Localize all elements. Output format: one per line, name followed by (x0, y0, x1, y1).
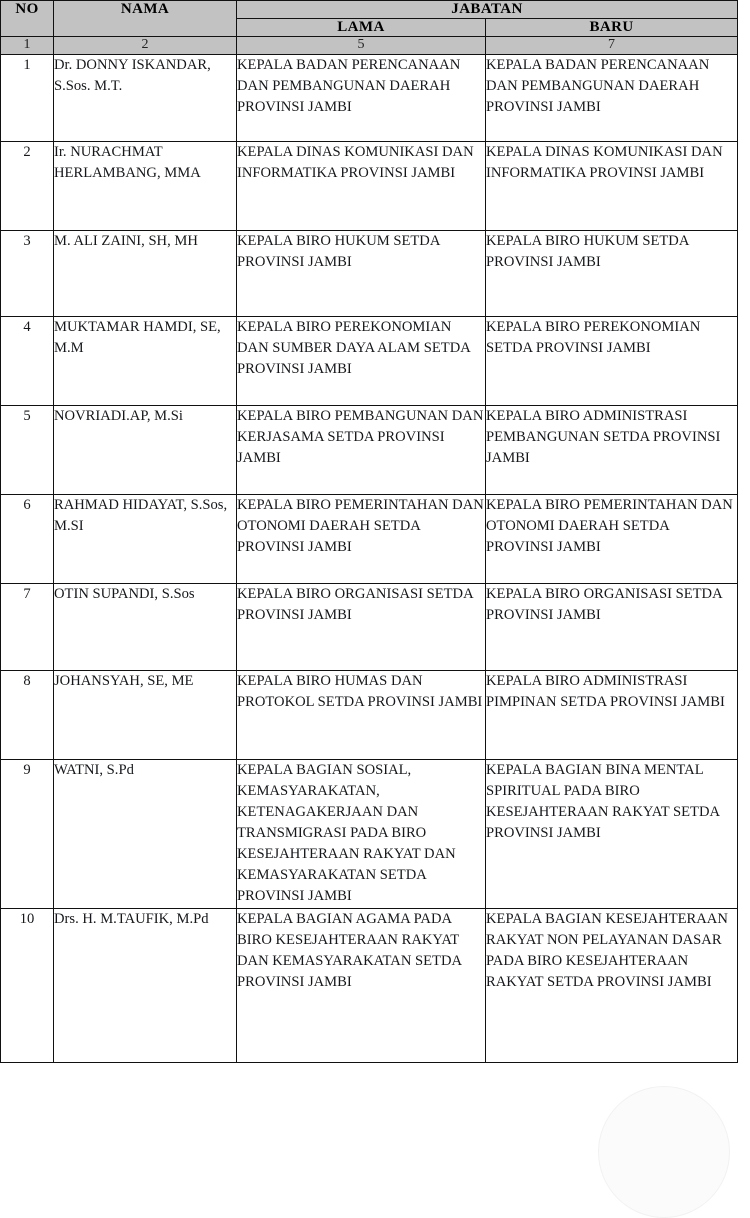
table-body (1, 55, 738, 1063)
row-number: 9 (1, 760, 54, 909)
row-position-baru: KEPALA BIRO ADMINISTRASI PIMPINAN SETDA PROVINSI JAMBI (486, 671, 738, 760)
row-name: JOHANSYAH, SE, ME (54, 671, 237, 760)
row-position-lama: KEPALA BIRO PEMBANGUNAN DAN KERJASAMA SETDA PROVINSI JAMBI (237, 406, 486, 495)
row-number: 2 (1, 142, 54, 231)
row-position-baru: KEPALA BIRO PEMERINTAHAN DAN OTONOMI DAERAH SETDA PROVINSI JAMBI (486, 495, 738, 584)
header-row-primary (1, 1, 738, 19)
row-number: 4 (1, 317, 54, 406)
table-row (1, 142, 738, 231)
row-number: 8 (1, 671, 54, 760)
row-position-baru: KEPALA BAGIAN BINA MENTAL SPIRITUAL PADA BIRO KESEJAHTERAAN RAKYAT SETDA PROVINSI JAMBI (486, 760, 738, 909)
column-number-lama: 5 (237, 37, 486, 55)
table-row (1, 231, 738, 317)
row-position-lama: KEPALA BAGIAN SOSIAL, KEMASYARAKATAN, KETENAGAKERJAAN DAN TRANSMIGRASI PADA BIRO KESEJAHTERAAN RAKYAT DAN KEMASYARAKATAN SETDA PROVINSI JAMBI (237, 760, 486, 909)
table-row (1, 671, 738, 760)
row-name: OTIN SUPANDI, S.Sos (54, 584, 237, 671)
row-position-baru: KEPALA BADAN PERENCANAAN DAN PEMBANGUNAN DAERAH PROVINSI JAMBI (486, 55, 738, 142)
row-position-lama: KEPALA BIRO PEREKONOMIAN DAN SUMBER DAYA ALAM SETDA PROVINSI JAMBI (237, 317, 486, 406)
table-row (1, 760, 738, 909)
column-header-jabatan: JABATAN (237, 1, 738, 19)
column-number-row (1, 37, 738, 55)
column-header-baru: BARU (486, 19, 738, 37)
row-position-baru: KEPALA BIRO PEREKONOMIAN SETDA PROVINSI JAMBI (486, 317, 738, 406)
column-number-no: 1 (1, 37, 54, 55)
page-watermark (598, 1086, 730, 1218)
row-position-lama: KEPALA BAGIAN AGAMA PADA BIRO KESEJAHTERAAN RAKYAT DAN KEMASYARAKATAN SETDA PROVINSI JAMBI (237, 909, 486, 1063)
row-position-baru: KEPALA BIRO ORGANISASI SETDA PROVINSI JAMBI (486, 584, 738, 671)
row-position-baru: KEPALA DINAS KOMUNIKASI DAN INFORMATIKA PROVINSI JAMBI (486, 142, 738, 231)
table-row (1, 317, 738, 406)
column-header-nama: NAMA (54, 1, 237, 37)
column-header-lama: LAMA (237, 19, 486, 37)
row-name: Ir. NURACHMAT HERLAMBANG, MMA (54, 142, 237, 231)
row-position-baru: KEPALA BIRO ADMINISTRASI PEMBANGUNAN SETDA PROVINSI JAMBI (486, 406, 738, 495)
row-position-lama: KEPALA BIRO HUMAS DAN PROTOKOL SETDA PROVINSI JAMBI (237, 671, 486, 760)
row-position-lama: KEPALA DINAS KOMUNIKASI DAN INFORMATIKA PROVINSI JAMBI (237, 142, 486, 231)
row-name: M. ALI ZAINI, SH, MH (54, 231, 237, 317)
table-row (1, 55, 738, 142)
row-name: Dr. DONNY ISKANDAR, S.Sos. M.T. (54, 55, 237, 142)
row-name: RAHMAD HIDAYAT, S.Sos, M.SI (54, 495, 237, 584)
row-position-lama: KEPALA BIRO HUKUM SETDA PROVINSI JAMBI (237, 231, 486, 317)
column-number-nama: 2 (54, 37, 237, 55)
column-number-baru: 7 (486, 37, 738, 55)
row-number: 10 (1, 909, 54, 1063)
row-number: 3 (1, 231, 54, 317)
row-position-baru: KEPALA BIRO HUKUM SETDA PROVINSI JAMBI (486, 231, 738, 317)
table-row (1, 584, 738, 671)
row-name: MUKTAMAR HAMDI, SE, M.M (54, 317, 237, 406)
table-row (1, 406, 738, 495)
row-number: 1 (1, 55, 54, 142)
row-position-lama: KEPALA BADAN PERENCANAAN DAN PEMBANGUNAN DAERAH PROVINSI JAMBI (237, 55, 486, 142)
row-number: 7 (1, 584, 54, 671)
column-header-no: NO (1, 1, 54, 37)
row-position-lama: KEPALA BIRO PEMERINTAHAN DAN OTONOMI DAERAH SETDA PROVINSI JAMBI (237, 495, 486, 584)
row-name: Drs. H. M.TAUFIK, M.Pd (54, 909, 237, 1063)
table-row (1, 909, 738, 1063)
table-row (1, 495, 738, 584)
row-number: 6 (1, 495, 54, 584)
row-position-baru: KEPALA BAGIAN KESEJAHTERAAN RAKYAT NON PELAYANAN DASAR PADA BIRO KESEJAHTERAAN RAKYAT SETDA PROVINSI JAMBI (486, 909, 738, 1063)
row-name: NOVRIADI.AP, M.Si (54, 406, 237, 495)
row-number: 5 (1, 406, 54, 495)
table-header (1, 1, 738, 55)
row-position-lama: KEPALA BIRO ORGANISASI SETDA PROVINSI JAMBI (237, 584, 486, 671)
row-name: WATNI, S.Pd (54, 760, 237, 909)
